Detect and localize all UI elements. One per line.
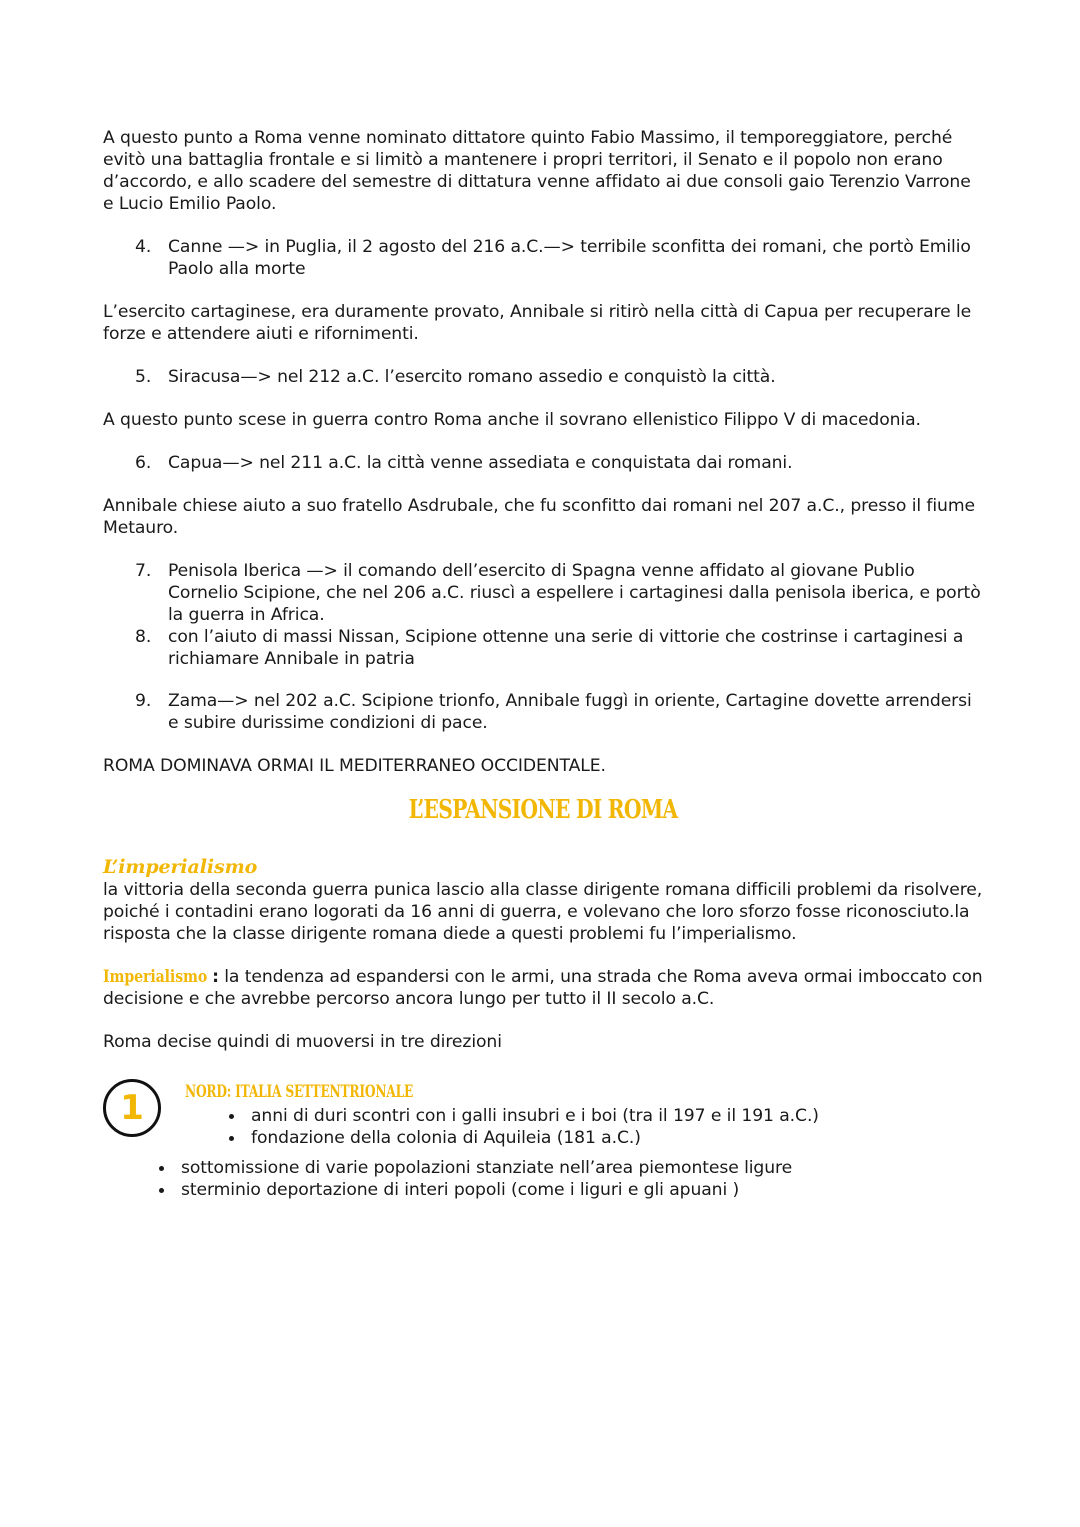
list-number: 6. <box>135 453 152 473</box>
circled-number-1: 1 <box>103 1079 161 1137</box>
list-item-text: con l’aiuto di massi Nissan, Scipione ottenne una serie di vittorie che costrinse i cartaginesi a richiamare Annibale in patria <box>168 627 964 669</box>
definition-term: Imperialismo <box>103 967 208 987</box>
paragraph-capua-retreat: L’esercito cartaginese, era duramente provato, Annibale si ritirò nella città di Capua per recuperare le forze e attendere aiuti e rifornimenti. <box>103 302 972 344</box>
list-item-text: Siracusa—> nel 212 a.C. l’esercito romano assedio e conquistò la città. <box>168 367 776 387</box>
list-item: sottomissione di varie popolazioni stanziate nell’area piemontese ligure <box>157 1157 983 1179</box>
list-number: 4. <box>135 237 152 257</box>
list-item-capua <box>103 452 983 474</box>
direction-outer-list <box>103 1157 983 1201</box>
list-item-siracusa <box>103 366 983 388</box>
definition-colon: : <box>212 967 219 987</box>
definition-text: la tendenza ad espandersi con le armi, una strada che Roma aveva ormai imboccato con decisione e che avrebbe percorso ancora lungo per tutto il II secolo a.C. <box>103 967 983 1009</box>
event-list-4 <box>103 236 983 280</box>
event-list-7-8 <box>103 560 983 734</box>
direction-title: NORD: ITALIA SETTENTRIONALE <box>185 1082 414 1102</box>
list-item-text: Canne —> in Puglia, il 2 agosto del 216 a.C.—> terribile sconfitta dei romani, che portò Emilio Paolo alla morte <box>168 237 971 279</box>
section-title: L’ESPANSIONE DI ROMA <box>408 795 678 825</box>
subheading-imperialismo: L’imperialismo <box>103 856 258 878</box>
paragraph-three-directions: Roma decise quindi di muoversi in tre direzioni <box>103 1032 502 1052</box>
paragraph-filippo-v: A questo punto scese in guerra contro Roma anche il sovrano ellenistico Filippo V di macedonia. <box>103 410 921 430</box>
event-list-6 <box>103 452 983 474</box>
direction-inner-list <box>227 1105 819 1149</box>
definition-imperialismo <box>103 966 983 1010</box>
closing-statement: ROMA DOMINAVA ORMAI IL MEDITERRANEO OCCIDENTALE. <box>103 756 606 776</box>
list-number: 9. <box>135 691 152 711</box>
paragraph-imperialismo-intro: la vittoria della seconda guerra punica lascio alla classe dirigente romana difficili problemi da risolvere, poiché i contadini erano logorati da 16 anni di guerra, e volevano che loro sforzo fosse riconosciuto.la risposta che la classe dirigente romana diede a questi problemi fu l’imperialismo. <box>103 880 983 944</box>
list-number: 8. <box>135 627 152 647</box>
list-item-penisola-iberica <box>103 560 983 626</box>
list-item-canne <box>103 236 983 280</box>
document-page <box>103 127 983 1201</box>
list-item: sterminio deportazione di interi popoli (come i liguri e gli apuani ) <box>157 1179 983 1201</box>
paragraph-fabio-massimo: A questo punto a Roma venne nominato dittatore quinto Fabio Massimo, il temporeggiatore, perché evitò una battaglia frontale e si limitò a mantenere i propri territori, il Senato e il popolo non erano d’accordo, e allo scadere del semestre di dittatura venne affidato ai due consoli gaio Terenzio Varrone e Lucio Emilio Paolo. <box>103 128 971 214</box>
list-number: 5. <box>135 367 152 387</box>
list-item-text: Capua—> nel 211 a.C. la città venne assediata e conquistata dai romani. <box>168 453 793 473</box>
paragraph-asdrubale: Annibale chiese aiuto a suo fratello Asdrubale, che fu sconfitto dai romani nel 207 a.C., presso il fiume Metauro. <box>103 496 975 538</box>
direction-north <box>103 1081 983 1157</box>
list-item-text: Zama—> nel 202 a.C. Scipione trionfo, Annibale fuggì in oriente, Cartagine dovette arrendersi e subire durissime condizioni di pace. <box>168 691 972 733</box>
list-item: anni di duri scontri con i galli insubri e i boi (tra il 197 e il 191 a.C.) <box>227 1105 819 1127</box>
list-item: fondazione della colonia di Aquileia (181 a.C.) <box>227 1127 819 1149</box>
list-number: 7. <box>135 561 152 581</box>
list-item-zama <box>103 690 983 734</box>
event-list-5 <box>103 366 983 388</box>
list-item-text: Penisola Iberica —> il comando dell’esercito di Spagna venne affidato al giovane Publio Cornelio Scipione, che nel 206 a.C. riuscì a espellere i cartaginesi dalla penisola iberica, e portò la guerra in Africa. <box>168 561 981 625</box>
list-item-massinissa <box>103 626 983 670</box>
